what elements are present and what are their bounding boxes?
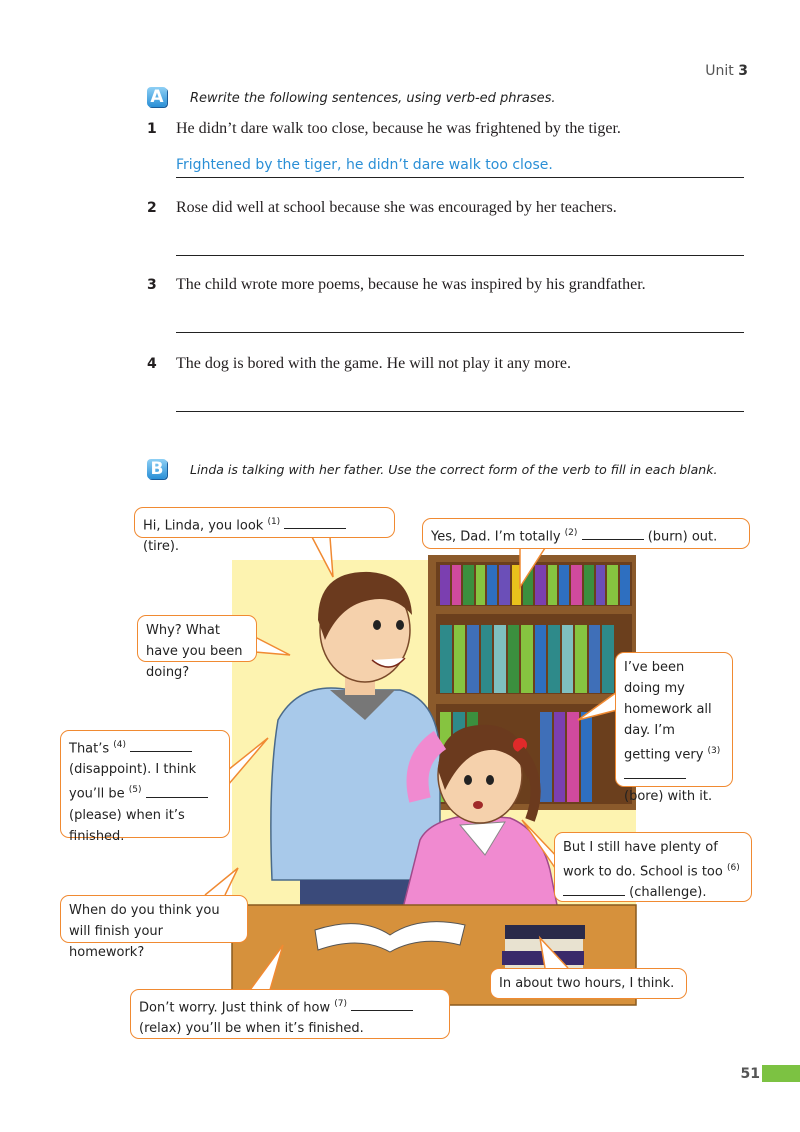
book-stack-1 — [505, 925, 585, 939]
blank-4[interactable] — [130, 739, 192, 752]
unit-label: Unit 3 — [705, 63, 748, 79]
question-2-text: Rose did well at school because she was encouraged by her teachers. — [176, 199, 617, 216]
speech-bubble-2: Yes, Dad. I’m totally $^{(2)}$ (burn) out. — [422, 518, 750, 549]
speech-bubble-6: But I still have plenty of work to do. School is too $^{(6)}$ (challenge). — [554, 832, 752, 902]
books-top-row — [440, 565, 630, 605]
speech-bubble-5: That’s $^{(4)}$ (disappoint). I think you’ll be $^{(5)}$ (please) when it’s finished. — [60, 730, 230, 838]
blank-2[interactable] — [582, 527, 644, 540]
question-2-number: 2 — [147, 200, 157, 216]
blank-1[interactable] — [284, 516, 346, 529]
question-4-text: The dog is bored with the game. He will not play it any more. — [176, 355, 572, 372]
speech-bubble-4: I’ve been doing my homework all day. I’m getting very $^{(3)}$ (bore) with it. — [615, 652, 733, 787]
section-b-instruction: Linda is talking with her father. Use the correct form of the verb to fill in each blank. — [190, 462, 718, 477]
blank-5[interactable] — [146, 785, 208, 798]
question-1-answer: Frightened by the tiger, he didn’t dare walk too close. — [176, 157, 553, 173]
page-number: 51 — [740, 1066, 760, 1082]
speech-bubble-8: In about two hours, I think. — [490, 968, 687, 999]
speech-bubble-1: Hi, Linda, you look $^{(1)}$ (tire). — [134, 507, 395, 538]
question-4-number: 4 — [147, 356, 157, 372]
speech-bubble-3: Why? What have you been doing? — [137, 615, 257, 662]
question-1-text: He didn’t dare walk too close, because he was frightened by the tiger. — [176, 120, 621, 137]
page-tab — [762, 1065, 800, 1082]
question-1-number: 1 — [147, 121, 157, 137]
question-3-text: The child wrote more poems, because he was inspired by his grandfather. — [176, 276, 646, 293]
speech-bubble-9: Don’t worry. Just think of how $^{(7)}$ (relax) you’ll be when it’s finished. — [130, 989, 450, 1039]
speech-bubble-7: When do you think you will finish your homework? — [60, 895, 248, 943]
section-a-badge: A — [147, 87, 167, 107]
section-a-instruction: Rewrite the following sentences, using verb-ed phrases. — [190, 91, 556, 106]
unit-number: 3 — [738, 63, 748, 79]
question-3-number: 3 — [147, 277, 157, 293]
blank-6[interactable] — [563, 883, 625, 896]
section-b-badge: B — [147, 459, 167, 479]
blank-3[interactable] — [624, 766, 686, 779]
blank-7[interactable] — [351, 998, 413, 1011]
